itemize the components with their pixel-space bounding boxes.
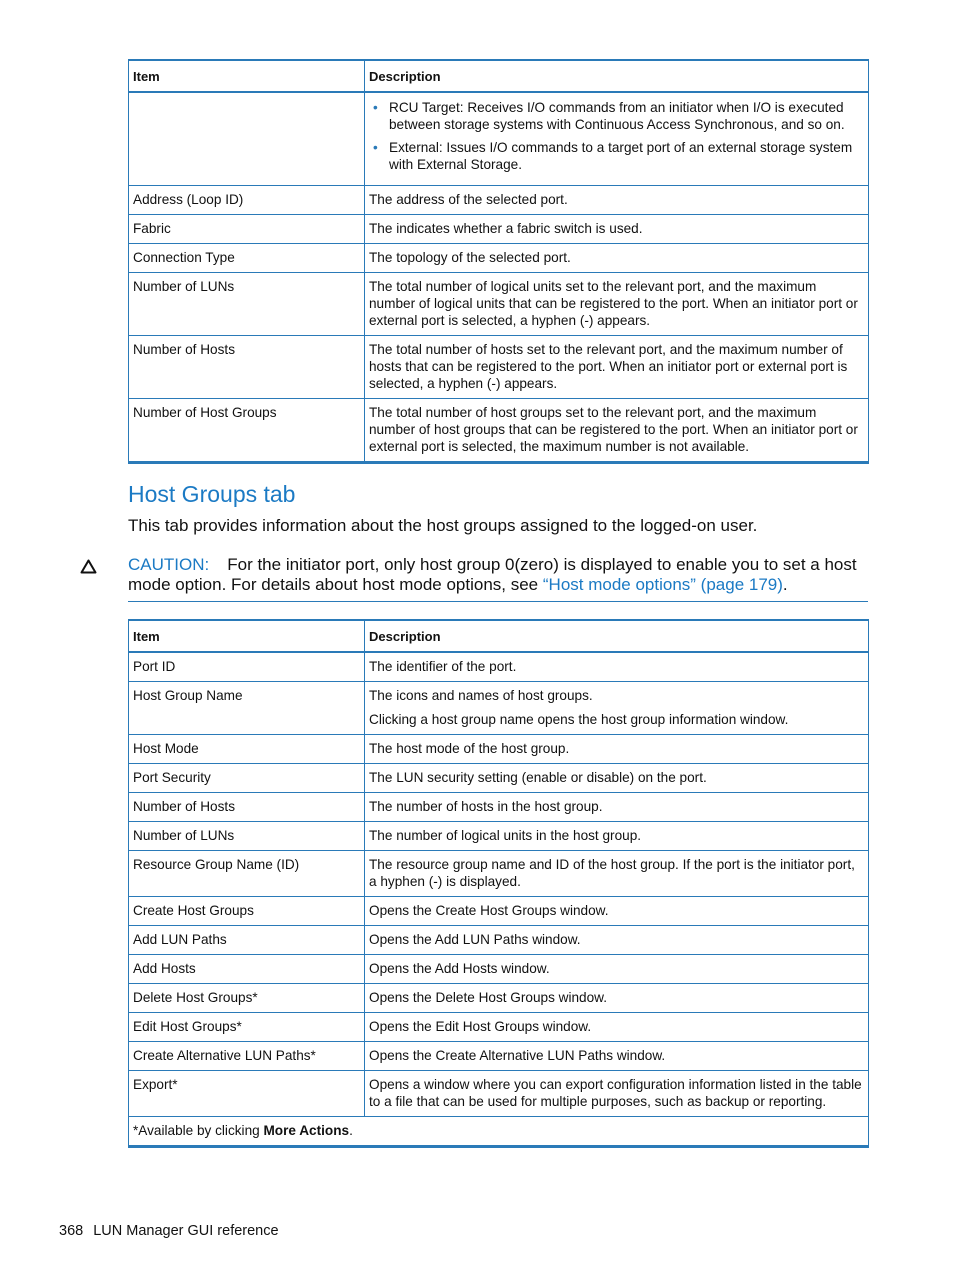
table-row [129, 735, 869, 764]
footnote-text-end: . [349, 1123, 353, 1138]
column-header-item: Item [129, 620, 365, 652]
section-intro: This tab provides information about the host groups assigned to the logged-on user. [128, 516, 758, 535]
description-cell: The address of the selected port. [365, 186, 869, 215]
page-number: 368 [59, 1223, 84, 1239]
description-text: Opens the Create Alternative LUN Paths window. [369, 1048, 666, 1063]
description-text: Opens the Add LUN Paths window. [369, 932, 581, 947]
description-cell [365, 652, 869, 682]
table-row [129, 273, 869, 336]
footnote-text: *Available by clicking [133, 1123, 264, 1138]
table-row [129, 186, 869, 215]
item-cell: Export* [129, 1071, 365, 1117]
description-cell [365, 735, 869, 764]
description-cell [365, 764, 869, 793]
description-cell: The total number of host groups set to the relevant port, and the maximum number of host groups that can be registered to the port. When an initiator port or external port is selected, the maximum number is not available. [365, 399, 869, 463]
column-header-item: Item [129, 60, 365, 92]
host-groups-table [128, 619, 869, 1148]
description-cell [365, 793, 869, 822]
section-title: Host Groups tab [128, 481, 296, 507]
item-cell: Number of LUNs [129, 273, 365, 336]
description-text: The identifier of the port. [369, 659, 517, 674]
table-header-row [129, 620, 869, 652]
description-cell [365, 926, 869, 955]
caution-note [128, 555, 868, 602]
description-cell [365, 822, 869, 851]
item-cell: Add LUN Paths [129, 926, 365, 955]
page-footer [59, 1223, 279, 1239]
item-cell: Create Alternative LUN Paths* [129, 1042, 365, 1071]
description-text: Opens a window where you can export configuration information listed in the table to a file that can be used for multiple purposes, such as backup or reporting. [369, 1077, 862, 1109]
item-cell: Port Security [129, 764, 365, 793]
description-cell: The indicates whether a fabric switch is used. [365, 215, 869, 244]
description-text: Clicking a host group name opens the host group information window. [369, 712, 789, 727]
description-cell [365, 1071, 869, 1117]
table-row [129, 1042, 869, 1071]
description-cell [365, 851, 869, 897]
table-row [129, 764, 869, 793]
table-header-row [129, 60, 869, 92]
description-text: The LUN security setting (enable or disable) on the port. [369, 770, 707, 785]
description-text: Opens the Create Host Groups window. [369, 903, 609, 918]
item-cell: Edit Host Groups* [129, 1013, 365, 1042]
table-row [129, 926, 869, 955]
item-cell [129, 92, 365, 186]
item-cell: Add Hosts [129, 955, 365, 984]
description-text: The number of logical units in the host group. [369, 828, 642, 843]
description-cell [365, 92, 869, 186]
table-row [129, 336, 869, 399]
description-cell [365, 955, 869, 984]
description-cell [365, 984, 869, 1013]
description-text: The host mode of the host group. [369, 741, 570, 756]
caution-text-end: . [782, 574, 788, 594]
description-cell: The total number of hosts set to the relevant port, and the maximum number of hosts that can be registered to the port. When an initiator port or external port is selected, a hyphen (-) appears. [365, 336, 869, 399]
item-cell: Create Host Groups [129, 897, 365, 926]
port-info-table [128, 59, 869, 464]
footnote-cell [129, 1117, 869, 1147]
table-row [129, 92, 869, 186]
item-cell: Port ID [129, 652, 365, 682]
description-cell [365, 1042, 869, 1071]
table-row [129, 955, 869, 984]
table-row [129, 793, 869, 822]
description-cell: The topology of the selected port. [365, 244, 869, 273]
list-item: • External: Issues I/O commands to a target port of an external storage system with External Storage. [389, 139, 863, 173]
column-header-description: Description [365, 60, 869, 92]
table-row [129, 1013, 869, 1042]
item-cell: Connection Type [129, 244, 365, 273]
description-text: Opens the Add Hosts window. [369, 961, 550, 976]
description-text: The resource group name and ID of the host group. If the port is the initiator port, a hyphen (-) is displayed. [369, 857, 855, 889]
table-row [129, 851, 869, 897]
description-text: Opens the Edit Host Groups window. [369, 1019, 592, 1034]
item-cell: Resource Group Name (ID) [129, 851, 365, 897]
description-cell: The total number of logical units set to the relevant port, and the maximum number of logical units that can be registered to the port. When an initiator port or external port is selected, a hyphen (-) appears. [365, 273, 869, 336]
caution-text: For the initiator port, only host group 0(zero) is displayed to enable you to set a host mode option. For details about host mode options, see [128, 555, 857, 594]
table-row [129, 822, 869, 851]
description-text: The icons and names of host groups. [369, 688, 593, 703]
item-cell: Address (Loop ID) [129, 186, 365, 215]
more-actions-label: More Actions [263, 1123, 350, 1138]
description-cell [365, 682, 869, 735]
item-cell: Fabric [129, 215, 365, 244]
host-mode-options-link[interactable]: “Host mode options” (page 179) [542, 574, 783, 594]
description-cell [365, 897, 869, 926]
item-cell: Delete Host Groups* [129, 984, 365, 1013]
table-row [129, 682, 869, 735]
table-row [129, 399, 869, 463]
item-cell: Number of Host Groups [129, 399, 365, 463]
description-text: The number of hosts in the host group. [369, 799, 603, 814]
caution-label: CAUTION: [128, 555, 210, 574]
item-cell: Host Mode [129, 735, 365, 764]
table-row [129, 984, 869, 1013]
column-header-description: Description [365, 620, 869, 652]
table-row [129, 652, 869, 682]
description-cell [365, 1013, 869, 1042]
item-cell: Number of Hosts [129, 793, 365, 822]
item-cell: Number of LUNs [129, 822, 365, 851]
description-text: Opens the Delete Host Groups window. [369, 990, 608, 1005]
bullet-list [369, 99, 863, 173]
footnote-row [129, 1117, 869, 1147]
item-cell: Host Group Name [129, 682, 365, 735]
table-row [129, 1071, 869, 1117]
item-cell: Number of Hosts [129, 336, 365, 399]
table-row [129, 897, 869, 926]
chapter-title: LUN Manager GUI reference [93, 1223, 279, 1239]
table-row [129, 244, 869, 273]
list-item: • RCU Target: Receives I/O commands from an initiator when I/O is executed between storage systems with Continuous Access Synchronous, and so on. [389, 99, 863, 133]
table-row [129, 215, 869, 244]
warning-triangle-icon [80, 559, 97, 574]
